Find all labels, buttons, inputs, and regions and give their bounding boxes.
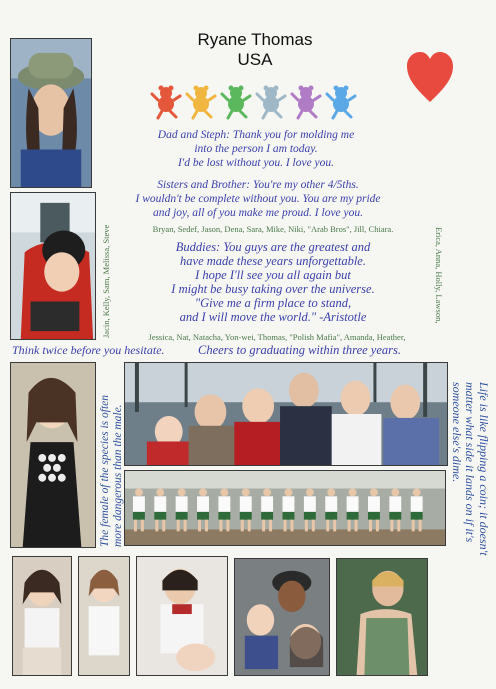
saying-line: matter what side it lands on if it's xyxy=(463,382,478,543)
photo-man-children xyxy=(234,558,330,676)
think-twice-saying: Think twice before you hesitate. xyxy=(12,343,165,357)
student-country: USA xyxy=(237,50,273,69)
coin-saying xyxy=(450,382,491,556)
saying-line: Life is like flipping a coin; it doesn't xyxy=(477,382,491,556)
student-name-block xyxy=(180,30,330,70)
message-line: and joy, all of you make me proud. I love you. xyxy=(152,207,364,219)
female-species-saying xyxy=(99,395,125,547)
photo-woman-baby xyxy=(136,556,228,676)
saying-line: The female of the species is often xyxy=(99,394,111,547)
dancing-bear-icon xyxy=(257,86,285,119)
dancing-bear-icon xyxy=(187,86,215,119)
photo-team-gym xyxy=(124,470,446,546)
photo-baby-snow xyxy=(10,192,96,340)
dancing-bear-icon xyxy=(152,86,180,119)
message-line: into the person I am today. xyxy=(194,143,318,155)
message-line: and I will move the world." -Aristotle xyxy=(179,310,367,324)
message-line: Buddies: You guys are the greatest and xyxy=(175,240,371,254)
photo-man-portrait xyxy=(336,558,428,676)
buddies-message xyxy=(128,240,418,324)
dancing-bear-icon xyxy=(222,86,250,119)
photo-toddler-standing xyxy=(78,556,130,676)
friends-names-left: Jacin, Kelly, Sam, Melissa, Steve xyxy=(101,224,111,338)
siblings-message xyxy=(118,178,398,220)
message-line: I might be busy taking over the universe. xyxy=(171,282,375,296)
photo-group-snow xyxy=(124,362,448,466)
message-line: "Give me a firm place to stand, xyxy=(194,296,352,310)
parents-message xyxy=(128,128,384,170)
message-line: I wouldn't be complete without you. You are my pride xyxy=(135,193,381,205)
friends-names-top: Bryan, Sedef, Jason, Dena, Sara, Mike, Niki, "Arab Bros", Jill, Chiara. xyxy=(152,224,394,234)
message-line: Dad and Steph: Thank you for molding me xyxy=(157,129,355,141)
photo-girl-hat xyxy=(10,38,92,188)
dancing-bears xyxy=(148,84,358,120)
friends-names-bottom: Jessica, Nat, Natacha, Yon-wei, Thomas, "Polish Mafia", Amanda, Heather, xyxy=(148,332,406,342)
message-line: I'd be lost without you. I love you. xyxy=(177,157,335,169)
cheers-saying: Cheers to graduating within three years. xyxy=(198,343,401,357)
message-line: have made these years unforgettable. xyxy=(180,254,366,268)
student-name: Ryane Thomas xyxy=(197,30,313,49)
photo-toddler-sitting xyxy=(12,556,72,676)
friends-names-right: Erica, Anna, Holly, Lawson, xyxy=(434,227,444,324)
message-line: Sisters and Brother: You're my other 4/5ths. xyxy=(157,179,359,191)
saying-line: more dangerous than the male. xyxy=(112,404,124,547)
photo-girl-dress xyxy=(10,362,96,548)
message-line: I hope I'll see you all again but xyxy=(195,268,351,282)
heart-icon xyxy=(405,50,455,105)
dancing-bear-icon xyxy=(327,86,355,119)
saying-line: someone else's dime. xyxy=(450,382,464,483)
dancing-bear-icon xyxy=(292,86,320,119)
